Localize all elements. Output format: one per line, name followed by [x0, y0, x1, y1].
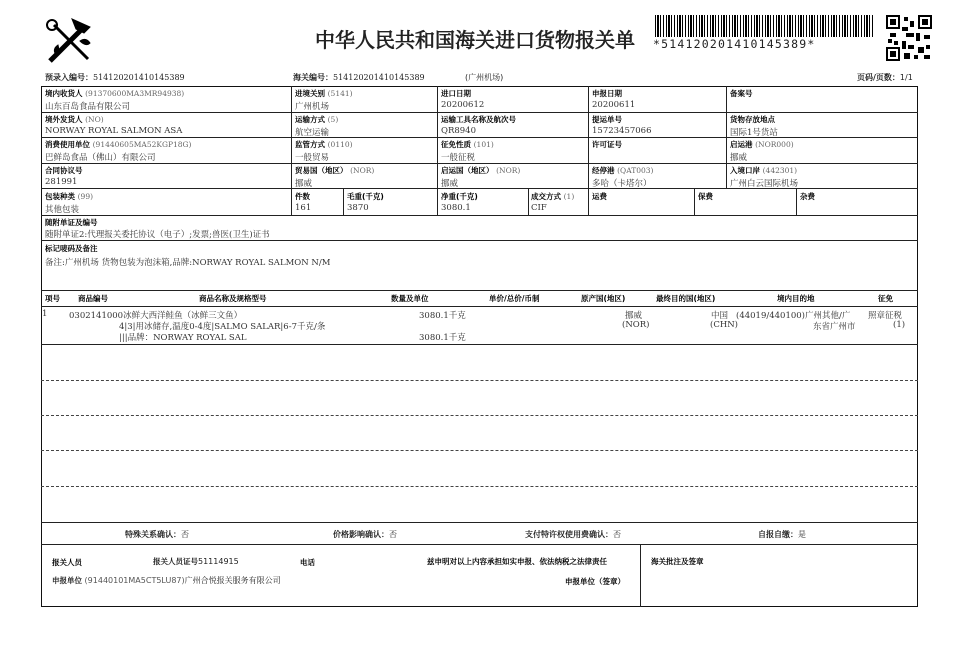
deal-mode-value: CIF [531, 203, 547, 213]
transport-mode-value: 航空运输 [295, 128, 330, 138]
storage-label: 货物存放地点 [730, 115, 775, 124]
gross-weight-label: 毛重(千克) [347, 192, 384, 201]
col-goods-name: 商品名称及规格型号 [199, 294, 267, 303]
col-origin: 原产国(地区) [581, 294, 626, 303]
pre-entry-no: 预录入编号：514120201410145389 [45, 73, 185, 82]
declarant-label: 报关人员 [52, 558, 82, 567]
insurance-label: 保费 [698, 192, 713, 201]
col-final-dest: 最终目的国(地区) [656, 294, 716, 303]
import-date-value: 20200612 [441, 100, 485, 110]
bill-no-value: 15723457066 [592, 126, 652, 136]
license-label: 许可证号 [592, 140, 622, 149]
customs-approval-label: 海关批注及签章 [651, 557, 704, 566]
phone-label: 电话 [300, 558, 315, 567]
item-1-origin: 挪威 [625, 311, 643, 321]
depart-country-label: 启运国（地区） (NOR) [441, 166, 521, 175]
col-hs-code: 商品编号 [78, 294, 108, 303]
royalty-confirm: 支付特许权使用费确认：否 [525, 530, 621, 539]
package-type-value: 其他包装 [45, 205, 80, 215]
item-1-qty-2: 3080.1千克 [419, 333, 466, 343]
legal-statement: 兹申明对以上内容承担如实申报、依法纳税之法律责任 [427, 557, 607, 566]
customs-no: 海关编号：514120201410145389 [293, 73, 425, 82]
levy-nature-label: 征免性质 (101) [441, 140, 494, 149]
item-1-spec-2: |||品牌：NORWAY ROYAL SAL [119, 333, 247, 343]
page-number: 页码/页数：1/1 [857, 73, 913, 82]
consumer-value: 巴鲜岛食品（佛山）有限公司 [45, 153, 156, 163]
self-pay-confirm: 自报自缴：是 [758, 530, 806, 539]
item-1-levy: 照章征税 [868, 311, 903, 321]
declare-unit-seal: 申报单位（签章） [565, 577, 625, 586]
via-port-value: 多哈（卡塔尔） [592, 179, 652, 189]
col-qty-unit: 数量及单位 [391, 294, 429, 303]
bill-no-label: 提运单号 [592, 115, 622, 124]
marks-value: 备注:广州机场 货物包装为泡沫箱,品牌:NORWAY ROYAL SALMON N/M [45, 258, 331, 268]
entry-port-label: 入境口岸 (442301) [730, 166, 798, 175]
via-port-label: 经停港 (QAT003) [592, 166, 654, 175]
deal-mode-label: 成交方式 (1) [531, 192, 575, 201]
consumer-label: 消费使用单位 (91440605MA52KGP18G) [45, 140, 192, 149]
contract-value: 281991 [45, 177, 78, 187]
col-item-no: 项号 [45, 294, 60, 303]
package-type-label: 包装种类 (99) [45, 192, 94, 201]
barcode [655, 15, 873, 37]
marks-label: 标记唛码及备注 [45, 244, 98, 253]
declare-unit: 申报单位 (91440101MA5CT5LU87)广州合悦报关服务有限公司 [52, 576, 281, 585]
barcode-number: *514120201410145389* [653, 37, 816, 51]
item-1-domestic: (44019/440100)广州其他/广 [736, 311, 851, 321]
trade-country-label: 贸易国（地区） (NOR) [295, 166, 375, 175]
attached-docs-label: 随附单证及编号 [45, 218, 98, 227]
storage-value: 国际1号货站 [730, 128, 778, 138]
gross-weight-value: 3870 [347, 203, 369, 213]
customs-office: (广州机场) [465, 73, 504, 82]
item-1-dest-code: (CHN) [710, 320, 738, 330]
col-price: 单价/总价/币制 [489, 294, 540, 303]
attached-docs-value: 随附单证2:代理报关委托协议（电子）;发票;兽医(卫生)证书 [45, 230, 270, 240]
item-1-qty-1: 3080.1千克 [419, 311, 466, 321]
entry-customs-value: 广州机场 [295, 102, 330, 112]
consignee-label: 境内收货人 (91370600MA3MR94938) [45, 89, 185, 98]
supervision-value: 一般贸易 [295, 153, 330, 163]
trade-country-value: 挪威 [295, 179, 313, 189]
declare-date-value: 20200611 [592, 100, 636, 110]
depart-country-value: 挪威 [441, 179, 459, 189]
freight-label: 运费 [592, 192, 607, 201]
vehicle-label: 运输工具名称及航次号 [441, 115, 516, 124]
pieces-label: 件数 [295, 192, 310, 201]
qr-code [886, 15, 932, 61]
col-domestic-dest: 境内目的地 [777, 294, 815, 303]
item-1-dest: 中国 [711, 311, 729, 321]
special-relation-confirm: 特殊关系确认：否 [125, 530, 189, 539]
document-title: 中华人民共和国海关进口货物报关单 [315, 28, 635, 52]
customs-emblem-logo [44, 17, 96, 69]
item-1-origin-code: (NOR) [622, 320, 650, 330]
net-weight-label: 净重(千克) [441, 192, 478, 201]
consignor-value: NORWAY ROYAL SALMON ASA [45, 126, 183, 136]
item-1-domestic-2: 东省广州市 [813, 322, 856, 332]
misc-fee-label: 杂费 [800, 192, 815, 201]
import-date-label: 进口日期 [441, 89, 471, 98]
net-weight-value: 3080.1 [441, 203, 471, 213]
declare-date-label: 申报日期 [592, 89, 622, 98]
consignee-value: 山东百岛食品有限公司 [45, 102, 131, 112]
entry-port-value: 广州白云国际机场 [730, 179, 799, 189]
price-impact-confirm: 价格影响确认：否 [333, 530, 397, 539]
item-1-spec-1: 4|3|用冰储存,温度0-4度|SALMO SALAR|6-7千克/条 [119, 322, 326, 332]
levy-nature-value: 一般征税 [441, 153, 476, 163]
record-no-label: 备案号 [730, 89, 753, 98]
contract-label: 合同协议号 [45, 166, 83, 175]
transport-mode-label: 运输方式 (5) [295, 115, 339, 124]
item-1-code-name: 0302141000冰鲜大西洋鲑鱼（冰鲜三文鱼） [69, 311, 243, 321]
item-1-levy-code: (1) [893, 320, 906, 330]
supervision-label: 监管方式 (0110) [295, 140, 353, 149]
consignor-label: 境外发货人 (NO) [45, 115, 104, 124]
entry-customs-label: 进境关别 (5141) [295, 89, 353, 98]
depart-port-label: 启运港 (NOR000) [730, 140, 794, 149]
vehicle-value: QR8940 [441, 126, 477, 136]
declarant-cert: 报关人员证号51114915 [153, 557, 239, 566]
col-levy: 征免 [878, 294, 893, 303]
item-1-no: 1 [42, 309, 48, 319]
pieces-value: 161 [295, 203, 312, 213]
depart-port-value: 挪威 [730, 153, 748, 163]
